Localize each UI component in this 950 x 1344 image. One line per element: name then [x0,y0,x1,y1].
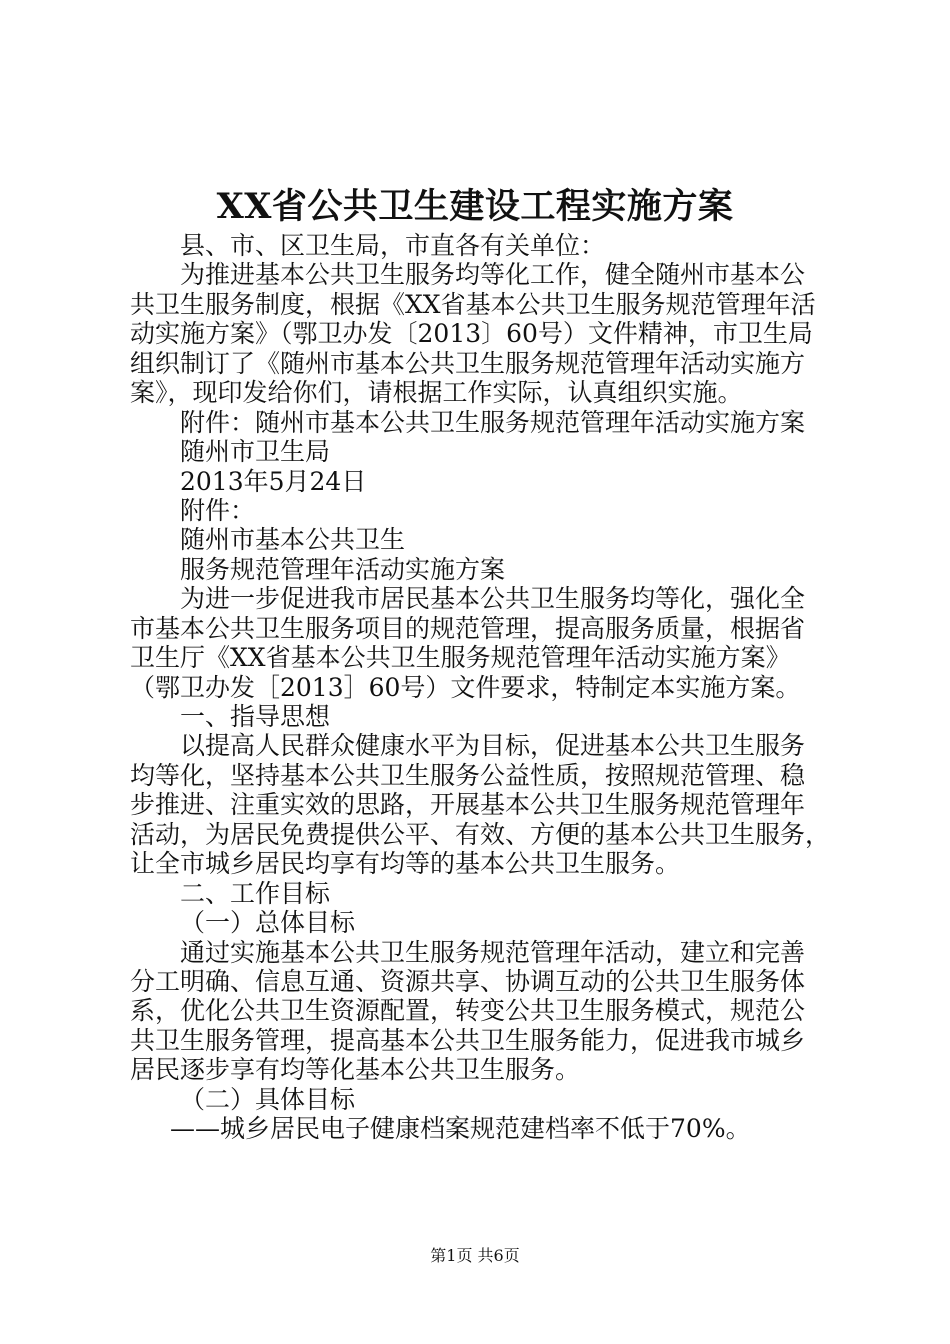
body-line: （一）总体目标 [180,908,356,938]
document-body [130,231,830,1144]
body-line: 共卫生服务制度，根据《XX省基本公共卫生服务规范管理年活 [130,289,816,319]
body-line: 通过实施基本公共卫生服务规范管理年活动，建立和完善 [180,937,806,967]
body-line: ——城乡居民电子健康档案规范建档率不低于70%。 [170,1114,751,1144]
body-line: 分工明确、信息互通、资源共享、协调互动的公共卫生服务体 [130,966,806,996]
body-line: 以提高人民群众健康水平为目标，促进基本公共卫生服务 [180,731,806,761]
body-line: 动实施方案》（鄂卫办发〔2013〕60号）文件精神，市卫生局 [130,319,813,349]
body-line: （鄂卫办发［2013］60号）文件要求，特制定本实施方案。 [130,672,801,702]
body-line: 为推进基本公共卫生服务均等化工作，健全随州市基本公 [180,260,806,290]
page-number-footer: 第1页 共6页 [430,1246,520,1265]
body-line: 共卫生服务管理，提高基本公共卫生服务能力，促进我市城乡 [130,1025,806,1055]
body-line: 活动，为居民免费提供公平、有效、方便的基本公共卫生服务， [130,819,831,849]
body-line: 组织制订了《随州市基本公共卫生服务规范管理年活动实施方 [130,348,806,378]
body-line: 服务规范管理年活动实施方案 [180,554,506,584]
body-line: 一、指导思想 [180,702,331,731]
body-line: 系，优化公共卫生资源配置，转变公共卫生服务模式，规范公 [130,996,806,1026]
body-line: 让全市城乡居民均享有均等的基本公共卫生服务。 [130,849,681,879]
body-line: 居民逐步享有均等化基本公共卫生服务。 [130,1055,581,1085]
body-line: 附件： [180,495,256,525]
body-line: 卫生厅《XX省基本公共卫生服务规范管理年活动实施方案》 [130,643,791,673]
body-line: 案》，现印发给你们，请根据工作实际，认真组织实施。 [130,378,743,408]
body-line: （二）具体目标 [180,1084,356,1114]
body-line: 步推进、注重实效的思路，开展基本公共卫生服务规范管理年 [130,790,806,820]
body-line: 县、市、区卫生局，市直各有关单位： [180,231,606,260]
body-line: 随州市基本公共卫生 [180,525,406,555]
body-line: 二、工作目标 [180,878,331,908]
body-line: 附件：随州市基本公共卫生服务规范管理年活动实施方案 [180,407,806,437]
body-line: 市基本公共卫生服务项目的规范管理，提高服务质量，根据省 [130,613,806,643]
body-line: 均等化，坚持基本公共卫生服务公益性质，按照规范管理、稳 [130,760,806,790]
body-line: 2013年5月24日 [180,466,367,496]
body-line: 为进一步促进我市居民基本公共卫生服务均等化，强化全 [180,584,806,614]
body-line: 随州市卫生局 [180,437,331,467]
document-title: XX省公共卫生建设工程实施方案 [216,186,734,227]
